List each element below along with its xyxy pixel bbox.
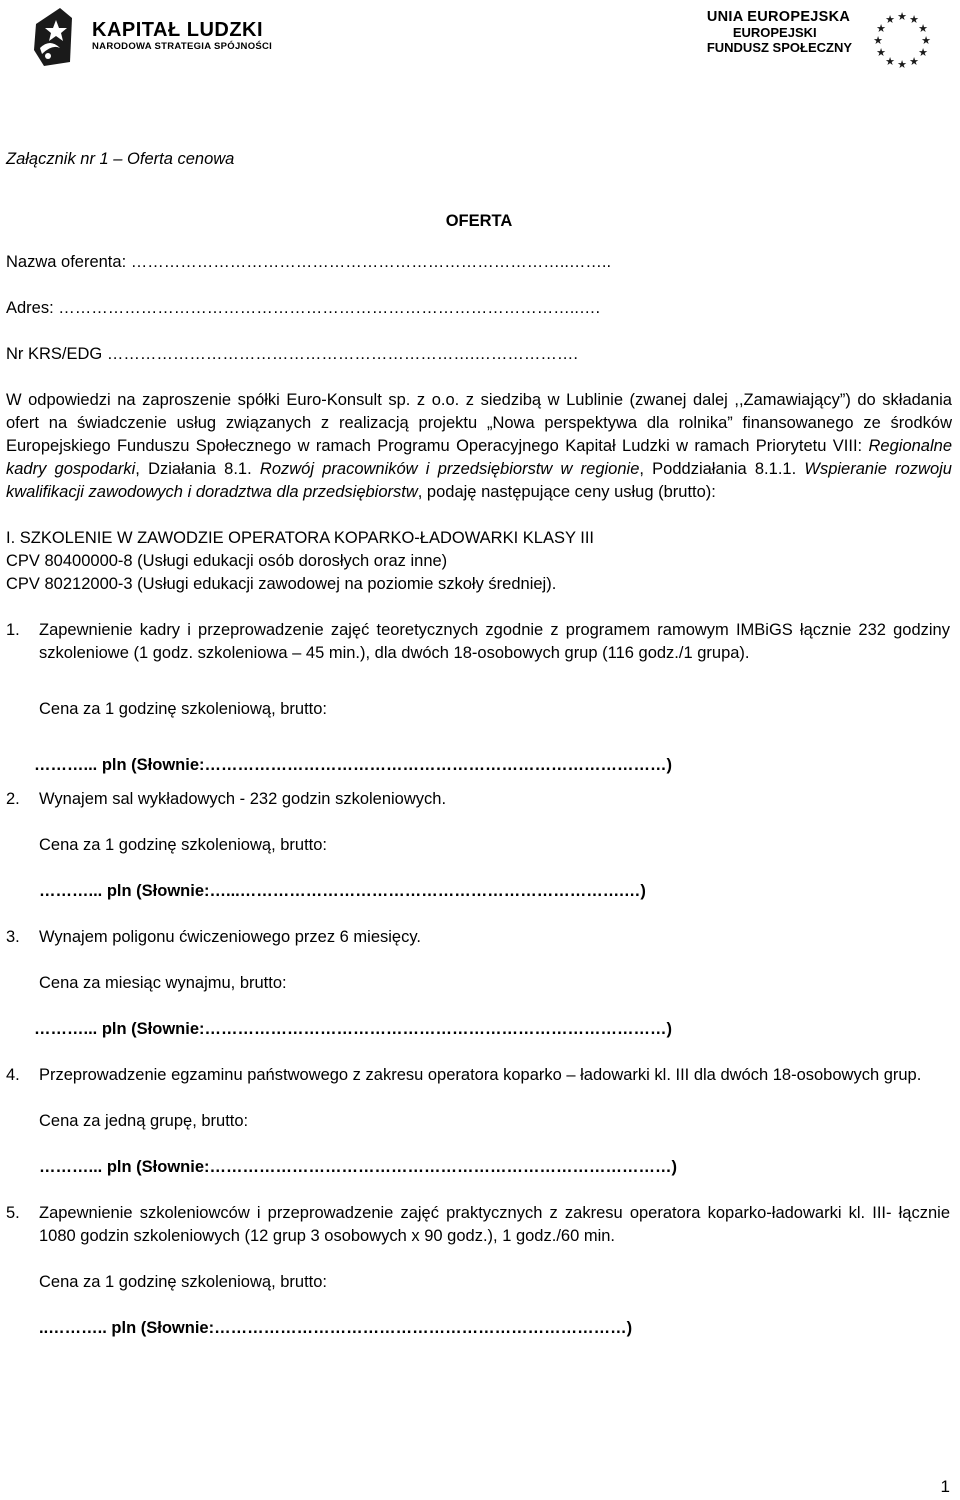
price-line: ..……….. pln (Słownie:…………………………………………………………………) — [39, 1319, 633, 1337]
name-field: Nazwa oferenta: ……………………………………………………………………..…….. — [6, 253, 612, 271]
price-label: Cena za miesiąc wynajmu, brutto: — [39, 974, 287, 992]
svg-text:★: ★ — [885, 55, 895, 68]
price-line: ………... pln (Słownie:…...…………………………………………………………….…) — [39, 882, 646, 900]
price-label: Cena za 1 godzinę szkoleniową, brutto: — [39, 1273, 328, 1291]
krs-field: Nr KRS/EDG ………………………………………………………….………………. — [6, 345, 579, 363]
item-1 — [6, 619, 952, 777]
kapital-ludzki-emblem-icon — [30, 4, 78, 68]
svg-text:★: ★ — [897, 10, 907, 23]
attachment-title: Załącznik nr 1 – Oferta cenowa — [6, 150, 235, 168]
eu-logo — [707, 10, 932, 70]
cpv-line-1: CPV 80400000-8 (Usługi edukacji osób dorosłych oraz inne) — [6, 552, 448, 570]
item-text: Wynajem poligonu ćwiczeniowego przez 6 miesięcy. — [39, 928, 421, 946]
price-label: Cena za 1 godzinę szkoleniową, brutto: — [39, 700, 328, 718]
item-number: 3. — [6, 928, 20, 946]
section-title: I. SZKOLENIE W ZAWODZIE OPERATORA KOPARKO-ŁADOWARKI KLASY III — [6, 529, 595, 547]
svg-text:★: ★ — [873, 34, 883, 47]
item-3 — [6, 926, 952, 1041]
price-label: Cena za jedną grupę, brutto: — [39, 1112, 249, 1130]
ue-line2: EUROPEJSKI — [732, 25, 817, 40]
item-number: 5. — [6, 1204, 20, 1222]
offer-title: OFERTA — [445, 212, 513, 230]
ue-line1: UNIA EUROPEJSKA — [706, 9, 851, 25]
svg-text:★: ★ — [876, 46, 886, 59]
address-field: Adres: …………………………………………………………………………………..…. — [6, 299, 601, 317]
item-text: Wynajem sal wykładowych - 232 godzin szkoleniowych. — [39, 790, 447, 808]
svg-text:★: ★ — [918, 22, 928, 35]
svg-text:★: ★ — [921, 34, 931, 47]
eu-stars-icon — [872, 10, 932, 70]
svg-text:★: ★ — [909, 13, 919, 26]
intro-measure: Rozwój pracowników i przedsiębiorstw w regionie — [259, 460, 640, 478]
price-line: ………... pln (Słownie:…………………………………………………………………………) — [34, 1020, 672, 1038]
intro-submeasure: Wspieranie rozwoju kwalifikacji zawodowych i doradztwa dla przedsiębiorstw — [6, 460, 952, 501]
intro-paragraph — [6, 389, 952, 504]
svg-text:★: ★ — [885, 13, 895, 26]
intro-text-c: , Działania 8.1. — [135, 460, 260, 478]
intro-text-e: , Poddziałania 8.1.1. — [639, 460, 805, 478]
item-number: 1. — [6, 621, 20, 639]
cpv-line-2: CPV 80212000-3 (Usługi edukacji zawodowej na poziomie szkoły średniej). — [6, 575, 557, 593]
item-text: Przeprowadzenie egzaminu państwowego z zakresu operatora koparko – ładowarki kl. III dla dwóch 18-osobowych grup. — [39, 1066, 922, 1084]
item-4 — [6, 1064, 952, 1179]
item-text: Zapewnienie kadry i przeprowadzenie zajęć teoretycznych zgodnie z programem ramowym IMBiGS łącznie 232 godziny szkoleniowe (1 godz. szkoleniowa – 45 min.), dla dwóch 18-osobowych grup (116 godz./1 grupa). — [39, 621, 950, 662]
kapital-ludzki-logo — [30, 4, 272, 68]
kl-subtitle: NARODOWA STRATEGIA SPÓJNOŚCI — [92, 41, 273, 52]
intro-text-g: , podaję następujące ceny usług (brutto): — [417, 483, 716, 501]
price-line: ………... pln (Słownie:…………………………………………………………………………) — [34, 756, 672, 774]
svg-text:★: ★ — [876, 22, 886, 35]
item-number: 4. — [6, 1066, 20, 1084]
document-body — [6, 148, 952, 1340]
page-header — [0, 0, 960, 80]
price-line: ………... pln (Słownie:…………………………………………………………………………) — [39, 1158, 677, 1176]
item-text: Zapewnienie szkoleniowców i przeprowadzenie zajęć praktycznych z zakresu operatora koparko-ładowarki kl. III- łącznie 1080 godzin szkoleniowych (12 grup 3 osobowych x 90 godz.), 1 godz./60 min. — [39, 1204, 950, 1245]
ue-line3: FUNDUSZ SPOŁECZNY — [706, 40, 852, 55]
kl-title: KAPITAŁ LUDZKI — [92, 19, 264, 41]
item-number: 2. — [6, 790, 20, 808]
intro-text-a: W odpowiedzi na zaproszenie spółki Euro-Konsult sp. z o.o. z siedzibą w Lublinie (zwanej dalej ,,Zamawiający”) do składania ofert na świadczenie usług związanych z realizacją projektu „Nowa perspektywa dla rolnika” finansowanego ze środków Europejskiego Funduszu Społecznego w ramach Programu Operacyjnego Kapitał Ludzki w ramach Priorytetu VIII: — [6, 391, 952, 455]
item-5 — [6, 1202, 952, 1340]
item-2 — [6, 788, 952, 903]
page-number: 1 — [940, 1477, 950, 1496]
svg-text:★: ★ — [897, 58, 907, 70]
intro-priority: Regionalne kadry gospodarki — [6, 437, 952, 478]
price-label: Cena za 1 godzinę szkoleniową, brutto: — [39, 836, 328, 854]
svg-text:★: ★ — [918, 46, 928, 59]
svg-text:★: ★ — [909, 55, 919, 68]
